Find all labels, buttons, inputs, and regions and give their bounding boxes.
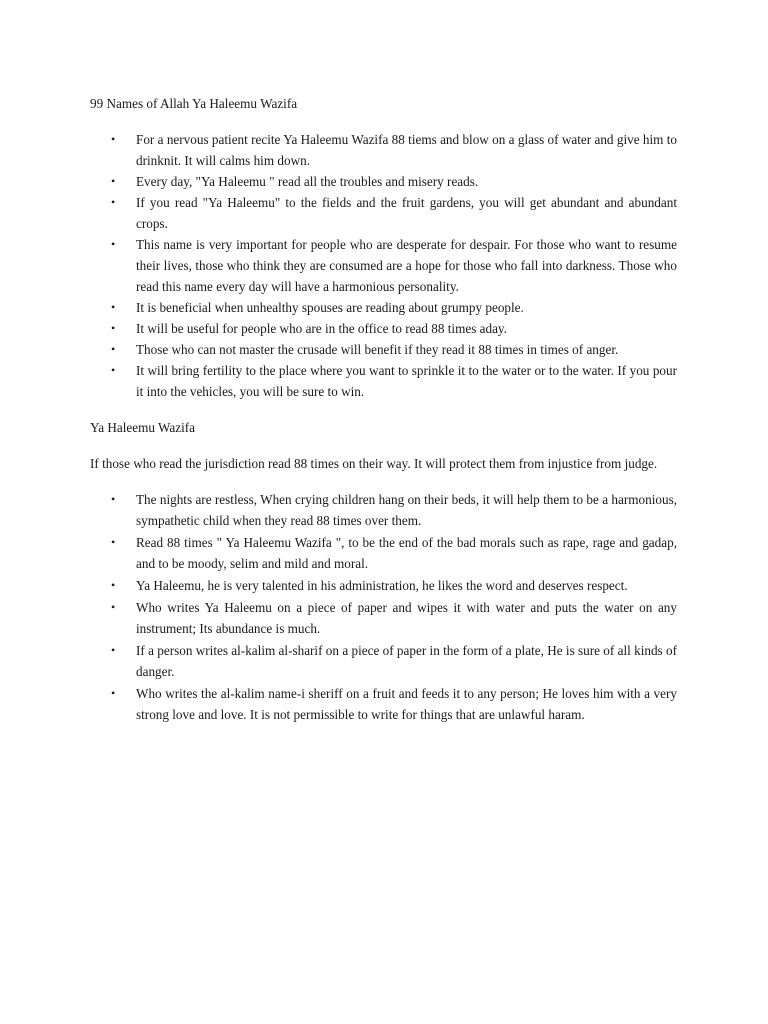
list-item (90, 129, 677, 171)
list-item-text: It will bring fertility to the place where you want to sprinkle it to the water or to the water. If you pour it into the vehicles, you will be sure to win. (136, 363, 677, 399)
bullet-icon: • (111, 237, 116, 251)
list-item (90, 171, 677, 192)
bullet-icon: • (111, 132, 116, 146)
list-item-text: It will be useful for people who are in the office to read 88 times aday. (136, 321, 507, 336)
section-subheading: Ya Haleemu Wazifa (90, 420, 196, 435)
list-item-text: If you read "Ya Haleemu" to the fields and the fruit gardens, you will get abundant and abundant crops. (136, 195, 677, 231)
list-item (90, 234, 677, 297)
bullet-list-wazifa (90, 489, 677, 725)
list-item (90, 575, 677, 596)
bullet-icon: • (111, 195, 116, 209)
list-item (90, 297, 677, 318)
document-page (90, 93, 677, 726)
bullet-icon: • (111, 686, 116, 700)
list-item (90, 318, 677, 339)
bullet-icon: • (111, 578, 116, 592)
list-item-text: For a nervous patient recite Ya Haleemu Wazifa 88 tiems and blow on a glass of water and give him to drinknit. It will calms him down. (136, 132, 677, 168)
list-item-text: Who writes Ya Haleemu on a piece of paper and wipes it with water and puts the water on any instrument; Its abundance is much. (136, 600, 677, 636)
list-item (90, 339, 677, 360)
list-item (90, 360, 677, 402)
section-paragraph: If those who read the jurisdiction read 88 times on their way. It will protect them from injustice from judge. (90, 456, 658, 471)
bullet-icon: • (111, 535, 116, 549)
list-item-text: Read 88 times " Ya Haleemu Wazifa ", to be the end of the bad morals such as rape, rage and gadap, and to be moody, selim and mild and moral. (136, 535, 677, 571)
list-item-text: It is beneficial when unhealthy spouses are reading about grumpy people. (136, 300, 524, 315)
list-item (90, 532, 677, 574)
list-item-text: Ya Haleemu, he is very talented in his administration, he likes the word and deserves respect. (136, 578, 628, 593)
list-item (90, 683, 677, 725)
bullet-icon: • (111, 643, 116, 657)
list-item-text: If a person writes al-kalim al-sharif on a piece of paper in the form of a plate, He is sure of all kinds of danger. (136, 643, 677, 679)
document-title: 99 Names of Allah Ya Haleemu Wazifa (90, 96, 298, 111)
bullet-icon: • (111, 321, 116, 335)
bullet-icon: • (111, 174, 116, 188)
bullet-icon: • (111, 600, 116, 614)
list-item-text: The nights are restless, When crying children hang on their beds, it will help them to be a harmonious, sympathetic child when they read 88 times over them. (136, 492, 677, 528)
bullet-icon: • (111, 363, 116, 377)
bullet-icon: • (111, 300, 116, 314)
list-item-text: Every day, "Ya Haleemu " read all the troubles and misery reads. (136, 174, 479, 189)
list-item (90, 489, 677, 531)
bullet-icon: • (111, 492, 116, 506)
list-item (90, 597, 677, 639)
list-item-text: This name is very important for people who are desperate for despair. For those who want to resume their lives, those who think they are consumed are a hope for those who fall into darkness. Those who read this name every day will have a harmonious personality. (136, 237, 677, 294)
list-item-text: Those who can not master the crusade will benefit if they read it 88 times in times of anger. (136, 342, 619, 357)
list-item (90, 192, 677, 234)
list-item-text: Who writes the al-kalim name-i sheriff on a fruit and feeds it to any person; He loves him with a very strong love and love. It is not permissible to write for things that are unlawful haram. (136, 686, 677, 722)
bullet-list-benefits (90, 129, 677, 402)
list-item (90, 640, 677, 682)
bullet-icon: • (111, 342, 116, 356)
